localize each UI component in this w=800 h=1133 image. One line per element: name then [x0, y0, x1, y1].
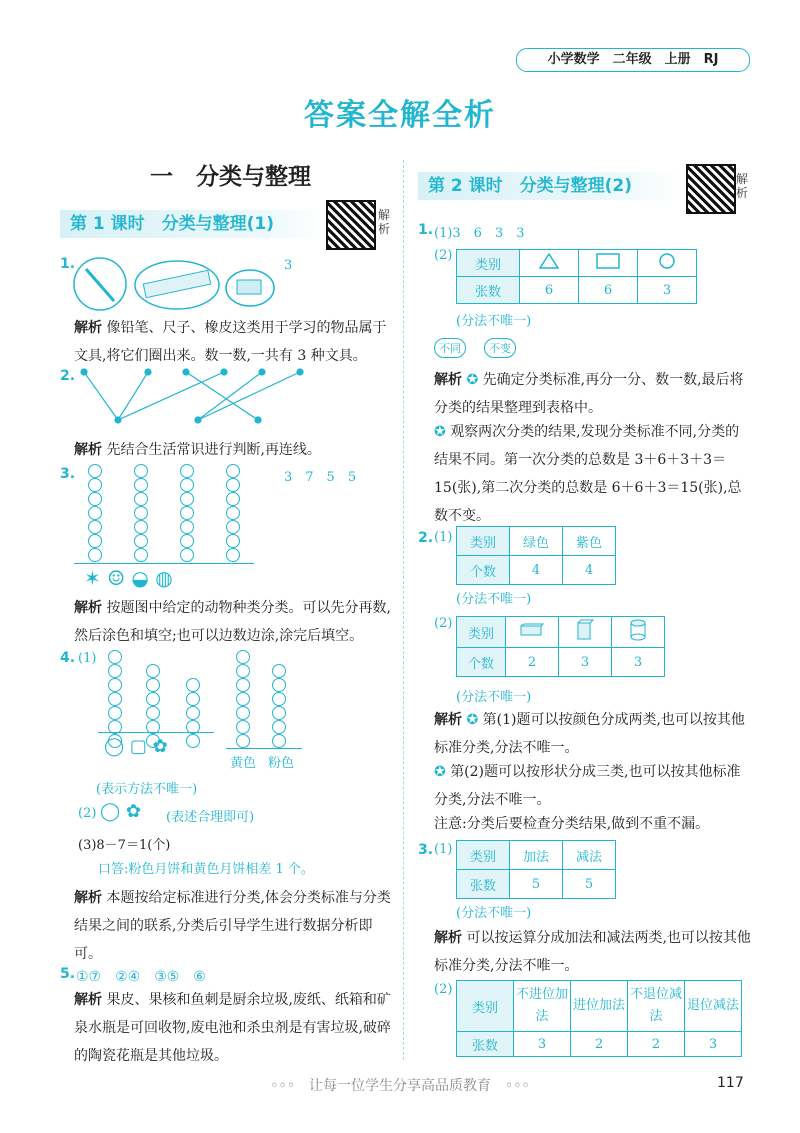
- r-q2-analysis-2: ✪ 第(2)题可以按形状分成三类,也可以按其他标准分类,分法不唯一。: [434, 764, 741, 808]
- triangle-icon: [520, 250, 579, 277]
- r-q1-a1: 先确定分类标准,再分一分、数一数,最后将分类的结果整理到表格中。: [434, 372, 744, 416]
- cell: 6: [579, 277, 638, 304]
- analysis-label: 解析: [74, 320, 102, 336]
- cell: 类别: [457, 250, 520, 277]
- cell: 减法: [563, 841, 616, 870]
- r-q3-table-2: [456, 980, 742, 1057]
- cylinder-icon: [612, 617, 665, 648]
- q4-bar-pink: [272, 664, 286, 748]
- q3-analysis-text: 按题图中给定的动物种类分类。可以先分再数,然后涂色和填空;也可以边数边涂,涂完后填空。: [74, 600, 391, 644]
- cell: 6: [520, 277, 579, 304]
- bead-column-4: [226, 464, 240, 562]
- matching-lines: [72, 366, 312, 428]
- r-q3-number: 3.: [418, 842, 434, 858]
- q4-bar-1: [108, 650, 122, 748]
- cell: 不退位减法: [628, 981, 685, 1032]
- q4-yellow-label: 黄色: [230, 756, 257, 771]
- r-q1-a2: 观察两次分类的结果,发现分类标准不同,分类的结果不同。第一次分类的总数是 3＋6＋3＋3＝15(张),第二次分类的总数是 6＋6＋3＝15(张),总数不变。: [434, 424, 742, 524]
- q4-part1: (1): [78, 651, 97, 666]
- qr-label-2: 解析: [736, 172, 749, 200]
- bead-column-2: [134, 464, 148, 562]
- cell: 2: [506, 648, 559, 677]
- r-q2-note-2: (分法不唯一): [456, 690, 532, 705]
- analysis-label: 解析: [74, 890, 102, 906]
- r-q1-note: (分法不唯一): [456, 314, 532, 329]
- cell: 3: [612, 648, 665, 677]
- r-q1-analysis-2: ✪ 观察两次分类的结果,发现分类标准不同,分类的结果不同。第一次分类的总数是 3＋6＋3＋3＝15(张),第二次分类的总数是 6＋6＋3＝15(张),总数不变。: [434, 424, 742, 524]
- q4-baseline-1: [98, 732, 214, 733]
- q1-number: 1.: [60, 256, 76, 272]
- r-q2-analysis-1: 解析 ✪ 第(1)题可以按颜色分成两类,也可以按其他标准分类,分法不唯一。: [434, 712, 745, 756]
- r-q2-a2: 第(2)题可以按形状分成三类,也可以按其他标准分类,分法不唯一。: [434, 764, 741, 808]
- analysis-label: 解析: [434, 372, 462, 388]
- q4-reply: 口答:粉色月饼和黄色月饼相差 1 个。: [98, 862, 314, 877]
- analysis-label: 解析: [434, 930, 462, 946]
- q3-answer: 3 7 5 5: [284, 470, 357, 485]
- answer-unchanged: 不变: [484, 338, 516, 358]
- cell: 3: [685, 1032, 742, 1057]
- q3-analysis: [74, 594, 392, 650]
- r-q1-table: [456, 249, 697, 304]
- page-title: 答案全解全析: [304, 98, 496, 133]
- cell: 4: [563, 556, 616, 585]
- r-q1-analysis-1: 解析 ✪ 先确定分类标准,再分一分、数一数,最后将分类的结果整理到表格中。: [434, 372, 744, 416]
- q1-analysis: [74, 314, 392, 370]
- cell: 张数: [457, 1032, 514, 1057]
- cell: 紫色: [563, 527, 616, 556]
- cell: 类别: [457, 527, 510, 556]
- r-q3-analysis: [434, 924, 752, 980]
- baseline: [74, 563, 254, 564]
- analysis-label: 解析: [74, 442, 102, 458]
- r-q2-table-2: [456, 616, 665, 677]
- cube-icon: [559, 617, 612, 648]
- rectangle-icon: [579, 250, 638, 277]
- cell: 类别: [457, 841, 510, 870]
- analysis-label: 解析: [74, 600, 102, 616]
- analysis-label: 解析: [434, 712, 462, 728]
- circle-icon: [638, 250, 697, 277]
- analysis-label: 解析: [74, 992, 102, 1008]
- r-q1-part2: (2): [434, 248, 453, 263]
- q5-answer: ①⑦ ②④ ③⑤ ⑥: [76, 969, 206, 985]
- qr-code-icon-2[interactable]: [686, 164, 736, 214]
- r-q2-part2: (2): [434, 616, 453, 631]
- page-number: 117: [717, 1075, 744, 1091]
- q1-answer: 3: [284, 258, 293, 273]
- cell: 类别: [457, 981, 514, 1032]
- q5-analysis-text: 果皮、果核和鱼刺是厨余垃圾,废纸、纸箱和矿泉水瓶是可回收物,废电池和杀虫剂是有害垃圾,破碎的陶瓷花瓶是其他垃圾。: [74, 992, 391, 1064]
- r-q2-note-1: (分法不唯一): [456, 592, 532, 607]
- cell: 2: [571, 1032, 628, 1057]
- q4-number: 4.: [60, 650, 76, 666]
- cell: 3: [514, 1032, 571, 1057]
- animal-icons: ✶ ☺ ◒ ◍: [84, 566, 173, 590]
- cell: 个数: [457, 648, 506, 677]
- lesson-1-title: 第 1 课时 分类与整理(1): [60, 210, 320, 238]
- cell: 张数: [457, 277, 520, 304]
- qr-label: 解析: [378, 208, 391, 236]
- q4-bar-3: [186, 678, 200, 748]
- mooncake-icons: ◯ ▢ ✿: [104, 736, 168, 757]
- bead-column-1: [88, 464, 102, 562]
- footer-slogan: ◦◦◦ 让每一位学生分享高品质教育 ◦◦◦: [270, 1078, 530, 1094]
- r-q1-number: 1.: [418, 222, 434, 238]
- bead-column-3: [180, 464, 194, 562]
- q1-analysis-text: 像铅笔、尺子、橡皮这类用于学习的物品属于文具,将它们圈出来。数一数,一共有 3 种文具。: [74, 320, 387, 364]
- q4-analysis: [74, 884, 392, 968]
- cell: 5: [510, 870, 563, 899]
- book-tag: 小学数学 二年级 上册 RJ: [516, 48, 750, 72]
- column-divider: [403, 160, 404, 1060]
- answer-different: 不同: [434, 338, 466, 358]
- cell: 3: [559, 648, 612, 677]
- cell: 进位加法: [571, 981, 628, 1032]
- q3-number: 3.: [60, 466, 76, 482]
- lesson-2-title: 第 2 课时 分类与整理(2): [418, 172, 678, 200]
- r-q3-note: (分法不唯一): [456, 906, 532, 921]
- q5-number: 5.: [60, 966, 76, 982]
- q4-baseline-2: [226, 748, 302, 749]
- cell: 类别: [457, 617, 506, 648]
- q4-pink-label: 粉色: [268, 756, 295, 771]
- r-q2-attention: 注意:分类后要检查分类结果,做到不重不漏。: [434, 816, 710, 832]
- q2-number: 2.: [60, 368, 76, 384]
- q4-bar-yellow: [236, 650, 250, 748]
- shape-icons: ◯ ✿: [100, 801, 141, 822]
- r-q3-part1: (1): [434, 842, 453, 857]
- q4-note2: (表述合理即可): [166, 810, 255, 825]
- q4-note1: (表示方法不唯一): [96, 782, 198, 797]
- cell: 不进位加法: [514, 981, 571, 1032]
- r-q3-analysis-text: 可以按运算分成加法和减法两类,也可以按其他标准分类,分法不唯一。: [434, 930, 751, 974]
- r-q2-part1: (1): [434, 530, 453, 545]
- r-q2-number: 2.: [418, 530, 434, 546]
- stationery-drawing: [72, 255, 282, 315]
- q4-part3: (3)8－7＝1(个): [78, 838, 171, 853]
- cell: 退位减法: [685, 981, 742, 1032]
- r-q3-part2: (2): [434, 982, 453, 997]
- r-q2-a1: 第(1)题可以按颜色分成两类,也可以按其他标准分类,分法不唯一。: [434, 712, 745, 756]
- cuboid-icon: [506, 617, 559, 648]
- cell: 4: [510, 556, 563, 585]
- cell: 加法: [510, 841, 563, 870]
- q4-part2: (2): [78, 806, 97, 821]
- qr-code-icon[interactable]: [326, 200, 376, 250]
- r-q2-table-1: [456, 526, 616, 585]
- q2-analysis: [74, 436, 392, 464]
- cell: 个数: [457, 556, 510, 585]
- q5-analysis: [74, 986, 392, 1070]
- r-q3-table-1: [456, 840, 616, 899]
- cell: 2: [628, 1032, 685, 1057]
- cell: 5: [563, 870, 616, 899]
- q2-analysis-text: 先结合生活常识进行判断,再连线。: [106, 442, 321, 458]
- cell: 张数: [457, 870, 510, 899]
- q4-analysis-text: 本题按给定标准进行分类,体会分类标准与分类结果之间的联系,分类后引导学生进行数据分析即可。: [74, 890, 391, 962]
- cell: 3: [638, 277, 697, 304]
- r-q1-part1: (1)3 6 3 3: [434, 226, 525, 241]
- cell: 绿色: [510, 527, 563, 556]
- chapter-title: 一 分类与整理: [150, 164, 311, 190]
